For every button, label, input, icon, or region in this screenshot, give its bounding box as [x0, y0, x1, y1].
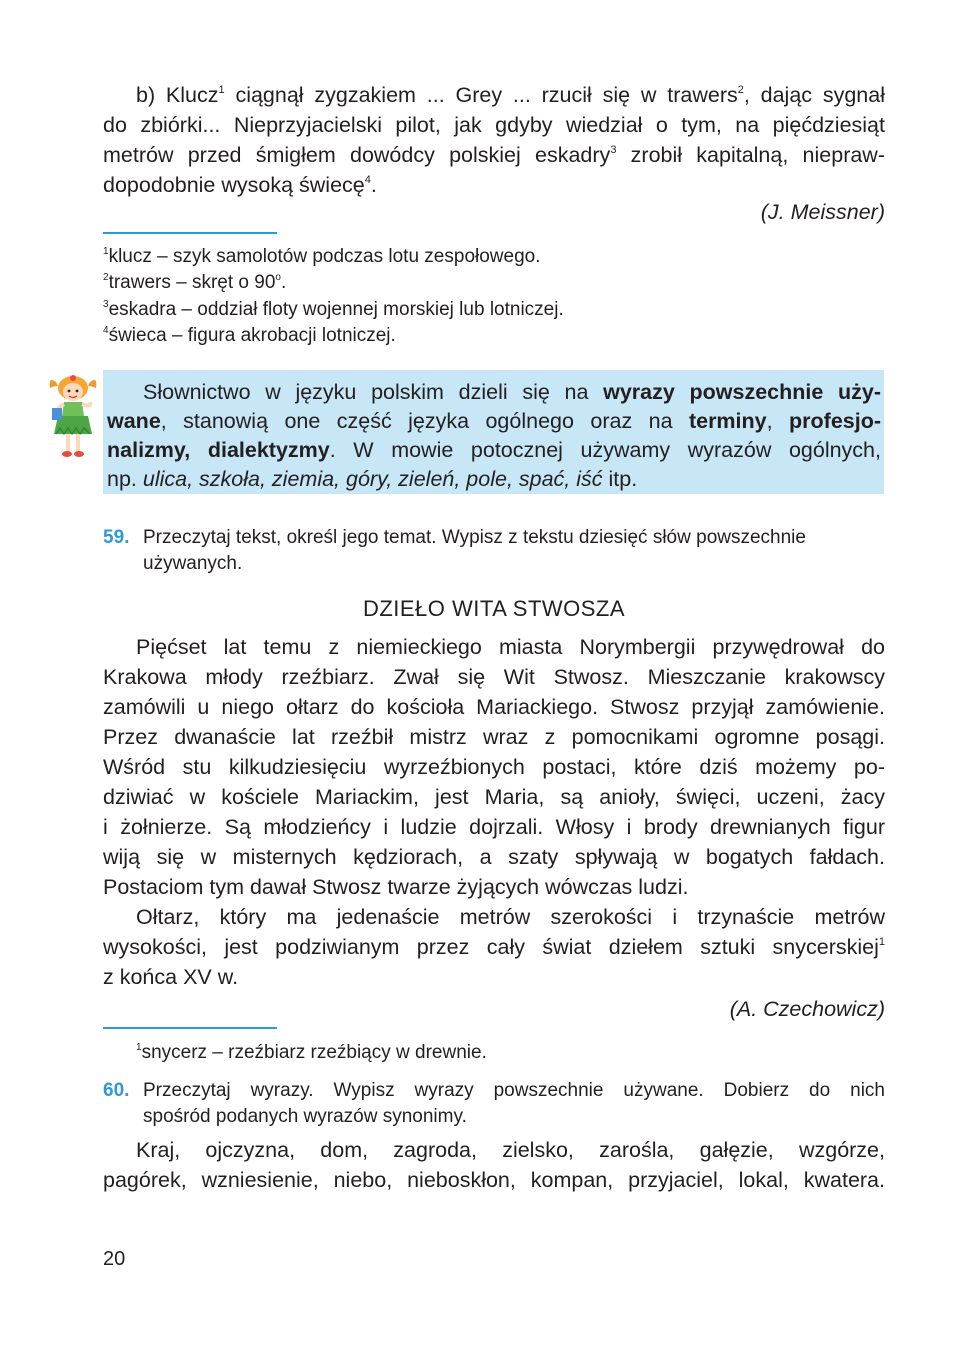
exercise-60-line-2: spośród podanych wyrazów synonimy. — [143, 1106, 467, 1127]
story-line-1: Pięćset lat temu z niemieckiego miasta Norymbergii przywędrował do — [136, 635, 885, 659]
exercise-60-words-1: Kraj, ojczyzna, dom, zagroda, zielsko, zarośla, gałęzie, wzgórze, — [136, 1138, 885, 1162]
story-title: DZIEŁO WITA STWOSZA — [362, 596, 626, 621]
exercise-60-number: 60. — [103, 1080, 130, 1101]
info-line-1: Słownictwo w języku polskim dzieli się na wyrazy powszechnie uży- — [143, 380, 882, 404]
footnote-1: $^1$klucz – szyk samolotów podczas lotu zespołowego. — [103, 246, 541, 267]
info-line-4: np. ulica, szkoła, ziemia, góry, zieleń, pole, spać, iść itp. — [107, 467, 638, 491]
exercise-59-line-1: Przeczytaj tekst, określ jego temat. Wypisz z tekstu dziesięć słów powszechnie — [143, 527, 806, 548]
page-number: 20 — [103, 1248, 126, 1270]
story-line-5: Wśród stu kilkudziesięciu wyrzeźbionych postaci, które dziś możemy po- — [103, 755, 885, 779]
exercise-60-line-1: Przeczytaj wyrazy. Wypisz wyrazy powszechnie używane. Dobierz do nich — [143, 1080, 885, 1101]
story-line-7: i żołnierze. Są młodzieńcy i ludzie dojrzali. Włosy i brody drewnianych figur — [103, 815, 885, 839]
story-line-8: wiją się w misternych kędziorach, a szaty spływają w bogatych fałdach. — [103, 845, 885, 869]
footnote-3: $^3$eskadra – oddział floty wojennej morskiej lub lotniczej. — [103, 299, 564, 320]
info-line-2: wane, stanowią one część języka ogólnego oraz na terminy, profesjo- — [107, 409, 882, 433]
story-line-9: Postaciom tym dawał Stwosz twarze żyjących wówczas ludzi. — [103, 875, 689, 899]
quote-line-2: do zbiórki... Nieprzyjacielski pilot, jak gdyby wiedział o tym, na pięćdziesiąt — [103, 113, 885, 137]
story-line-3: zamówili u niego ołtarz do kościoła Mariackiego. Stwosz przyjął zamówienie. — [103, 695, 885, 719]
footnote-2: $^2$trawers – skręt o 90$^o$. — [103, 272, 287, 293]
exercise-60-words-2: pagórek, wzniesienie, niebo, nieboskłon, kompan, przyjaciel, lokal, kwatera. — [103, 1168, 885, 1192]
story-line-2: Krakowa młody rzeźbiarz. Zwał się Wit Stwosz. Mieszczanie krakowscy — [103, 665, 885, 689]
story-line-12: z końca XV w. — [103, 965, 239, 989]
quote-line-4: dopodobnie wysoką świecę$^4$. — [103, 173, 377, 197]
story-line-11: wysokości, jest podziwianym przez cały świat dziełem sztuki snycerskiej$^1$ — [103, 935, 885, 959]
info-line-3: nalizmy, dialektyzmy. W mowie potocznej używamy wyrazów ogólnych, — [107, 438, 881, 462]
exercise-59-number: 59. — [103, 527, 130, 548]
story-author: (A. Czechowicz) — [729, 997, 885, 1021]
quote-author: (J. Meissner) — [760, 200, 885, 224]
girl-mascot-illustration — [44, 372, 102, 462]
story-line-6: dziwiać w kościele Mariackim, jest Maria, są anioły, święci, uczeni, żacy — [103, 785, 885, 809]
quote-line-3: metrów przed śmigłem dowódcy polskiej eskadry$^3$ zrobił kapitalną, niepraw- — [103, 143, 885, 167]
story-line-4: Przez dwanaście lat rzeźbił mistrz wraz z pomocnikami ogromne posągi. — [103, 725, 885, 749]
footnote-divider — [103, 232, 277, 234]
exercise-59-line-2: używanych. — [143, 553, 243, 574]
footnote-4: $^4$świeca – figura akrobacji lotniczej. — [103, 325, 396, 346]
story-line-10: Ołtarz, który ma jedenaście metrów szerokości i trzynaście metrów — [136, 905, 885, 929]
footnote-snycerz: $^1$snycerz – rzeźbiarz rzeźbiący w drewnie. — [136, 1042, 487, 1063]
quote-line-1: b) Klucz$^1$ ciągnął zygzakiem ... Grey ... rzucił się w trawers$^2$, dając sygnał — [136, 83, 886, 107]
footnote-divider-2 — [103, 1027, 277, 1029]
